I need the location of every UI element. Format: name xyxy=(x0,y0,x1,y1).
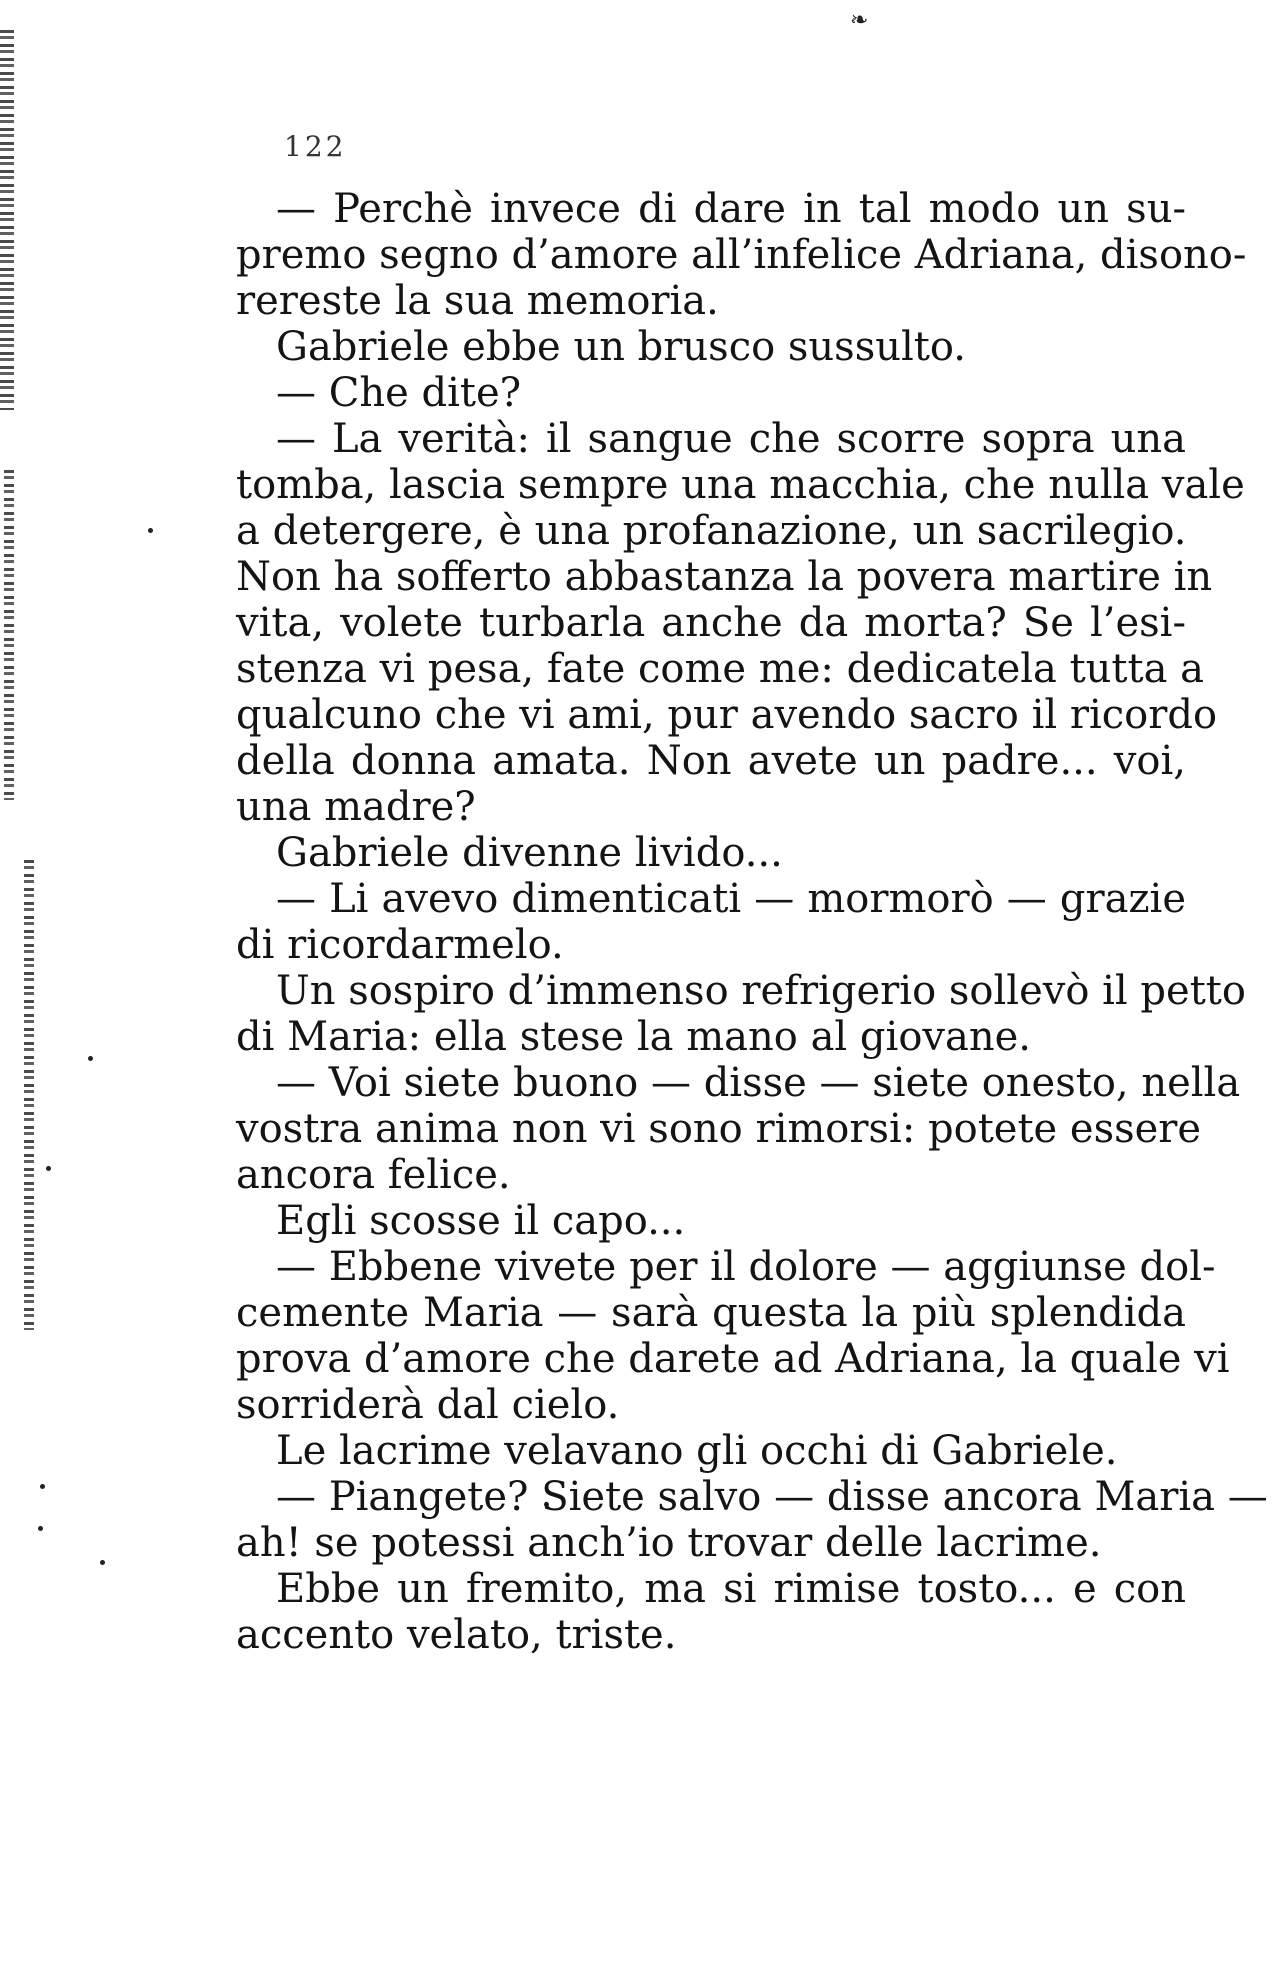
text-line: a detergere, è una profanazione, un sacrilegio. xyxy=(236,508,1187,554)
text-line: — Piangete? Siete salvo — disse ancora Maria — xyxy=(276,1474,1268,1520)
text-line: Ebbe un fremito, ma si rimise tosto... e con xyxy=(276,1566,1186,1612)
printer-ornament-icon: ❧ xyxy=(850,8,869,33)
text-line: — Ebbene vivete per il dolore — aggiunse dol- xyxy=(276,1244,1216,1290)
text-line: di Maria: ella stese la mano al giovane. xyxy=(236,1014,1031,1060)
text-line: una madre? xyxy=(236,784,476,830)
text-line: ah! se potessi anch’io trovar delle lacrime. xyxy=(236,1520,1102,1566)
text-line: — La verità: il sangue che scorre sopra una xyxy=(276,416,1186,462)
text-line: — Che dite? xyxy=(276,370,522,416)
text-line: — Voi siete buono — disse — siete onesto, nella xyxy=(276,1060,1241,1106)
binding-edge-shadow xyxy=(24,860,34,1330)
text-line: qualcuno che vi ami, pur avendo sacro il ricordo xyxy=(236,692,1218,738)
text-line: rereste la sua memoria. xyxy=(236,278,719,324)
text-line: tomba, lascia sempre una macchia, che nulla vale xyxy=(236,462,1245,508)
text-line: premo segno d’amore all’infelice Adriana, disono- xyxy=(236,232,1247,278)
scan-speck xyxy=(38,1526,43,1531)
text-line: ancora felice. xyxy=(236,1152,511,1198)
text-line: accento velato, triste. xyxy=(236,1612,677,1658)
body-text xyxy=(236,186,1268,1658)
text-line: Le lacrime velavano gli occhi di Gabriele. xyxy=(276,1428,1118,1474)
text-line: vita, volete turbarla anche da morta? Se l’esi- xyxy=(236,600,1186,646)
scan-speck xyxy=(46,1166,51,1171)
text-line: Egli scosse il capo... xyxy=(276,1198,686,1244)
text-line: della donna amata. Non avete un padre... voi, xyxy=(236,738,1186,784)
text-line: stenza vi pesa, fate come me: dedicatela tutta a xyxy=(236,646,1204,692)
scan-speck xyxy=(88,1056,93,1061)
text-line: Gabriele ebbe un brusco sussulto. xyxy=(276,324,966,370)
text-line: Gabriele divenne livido... xyxy=(276,830,783,876)
scan-speck xyxy=(148,528,153,533)
text-line: Non ha sofferto abbastanza la povera martire in xyxy=(236,554,1213,600)
text-line: cemente Maria — sarà questa la più splendida xyxy=(236,1290,1186,1336)
text-line: Un sospiro d’immenso refrigerio sollevò il petto xyxy=(276,968,1246,1014)
text-line: vostra anima non vi sono rimorsi: potete essere xyxy=(236,1106,1202,1152)
text-line: sorriderà dal cielo. xyxy=(236,1382,620,1428)
text-line: prova d’amore che darete ad Adriana, la quale vi xyxy=(236,1336,1230,1382)
text-line: — Perchè invece di dare in tal modo un su- xyxy=(276,186,1186,232)
page-number: 122 xyxy=(284,130,347,163)
scan-speck xyxy=(40,1484,45,1489)
text-line: di ricordarmelo. xyxy=(236,922,564,968)
binding-edge-shadow xyxy=(4,470,14,800)
text-line: — Li avevo dimenticati — mormorò — grazie xyxy=(276,876,1186,922)
scan-speck xyxy=(100,1560,105,1565)
binding-edge-shadow xyxy=(0,30,14,410)
